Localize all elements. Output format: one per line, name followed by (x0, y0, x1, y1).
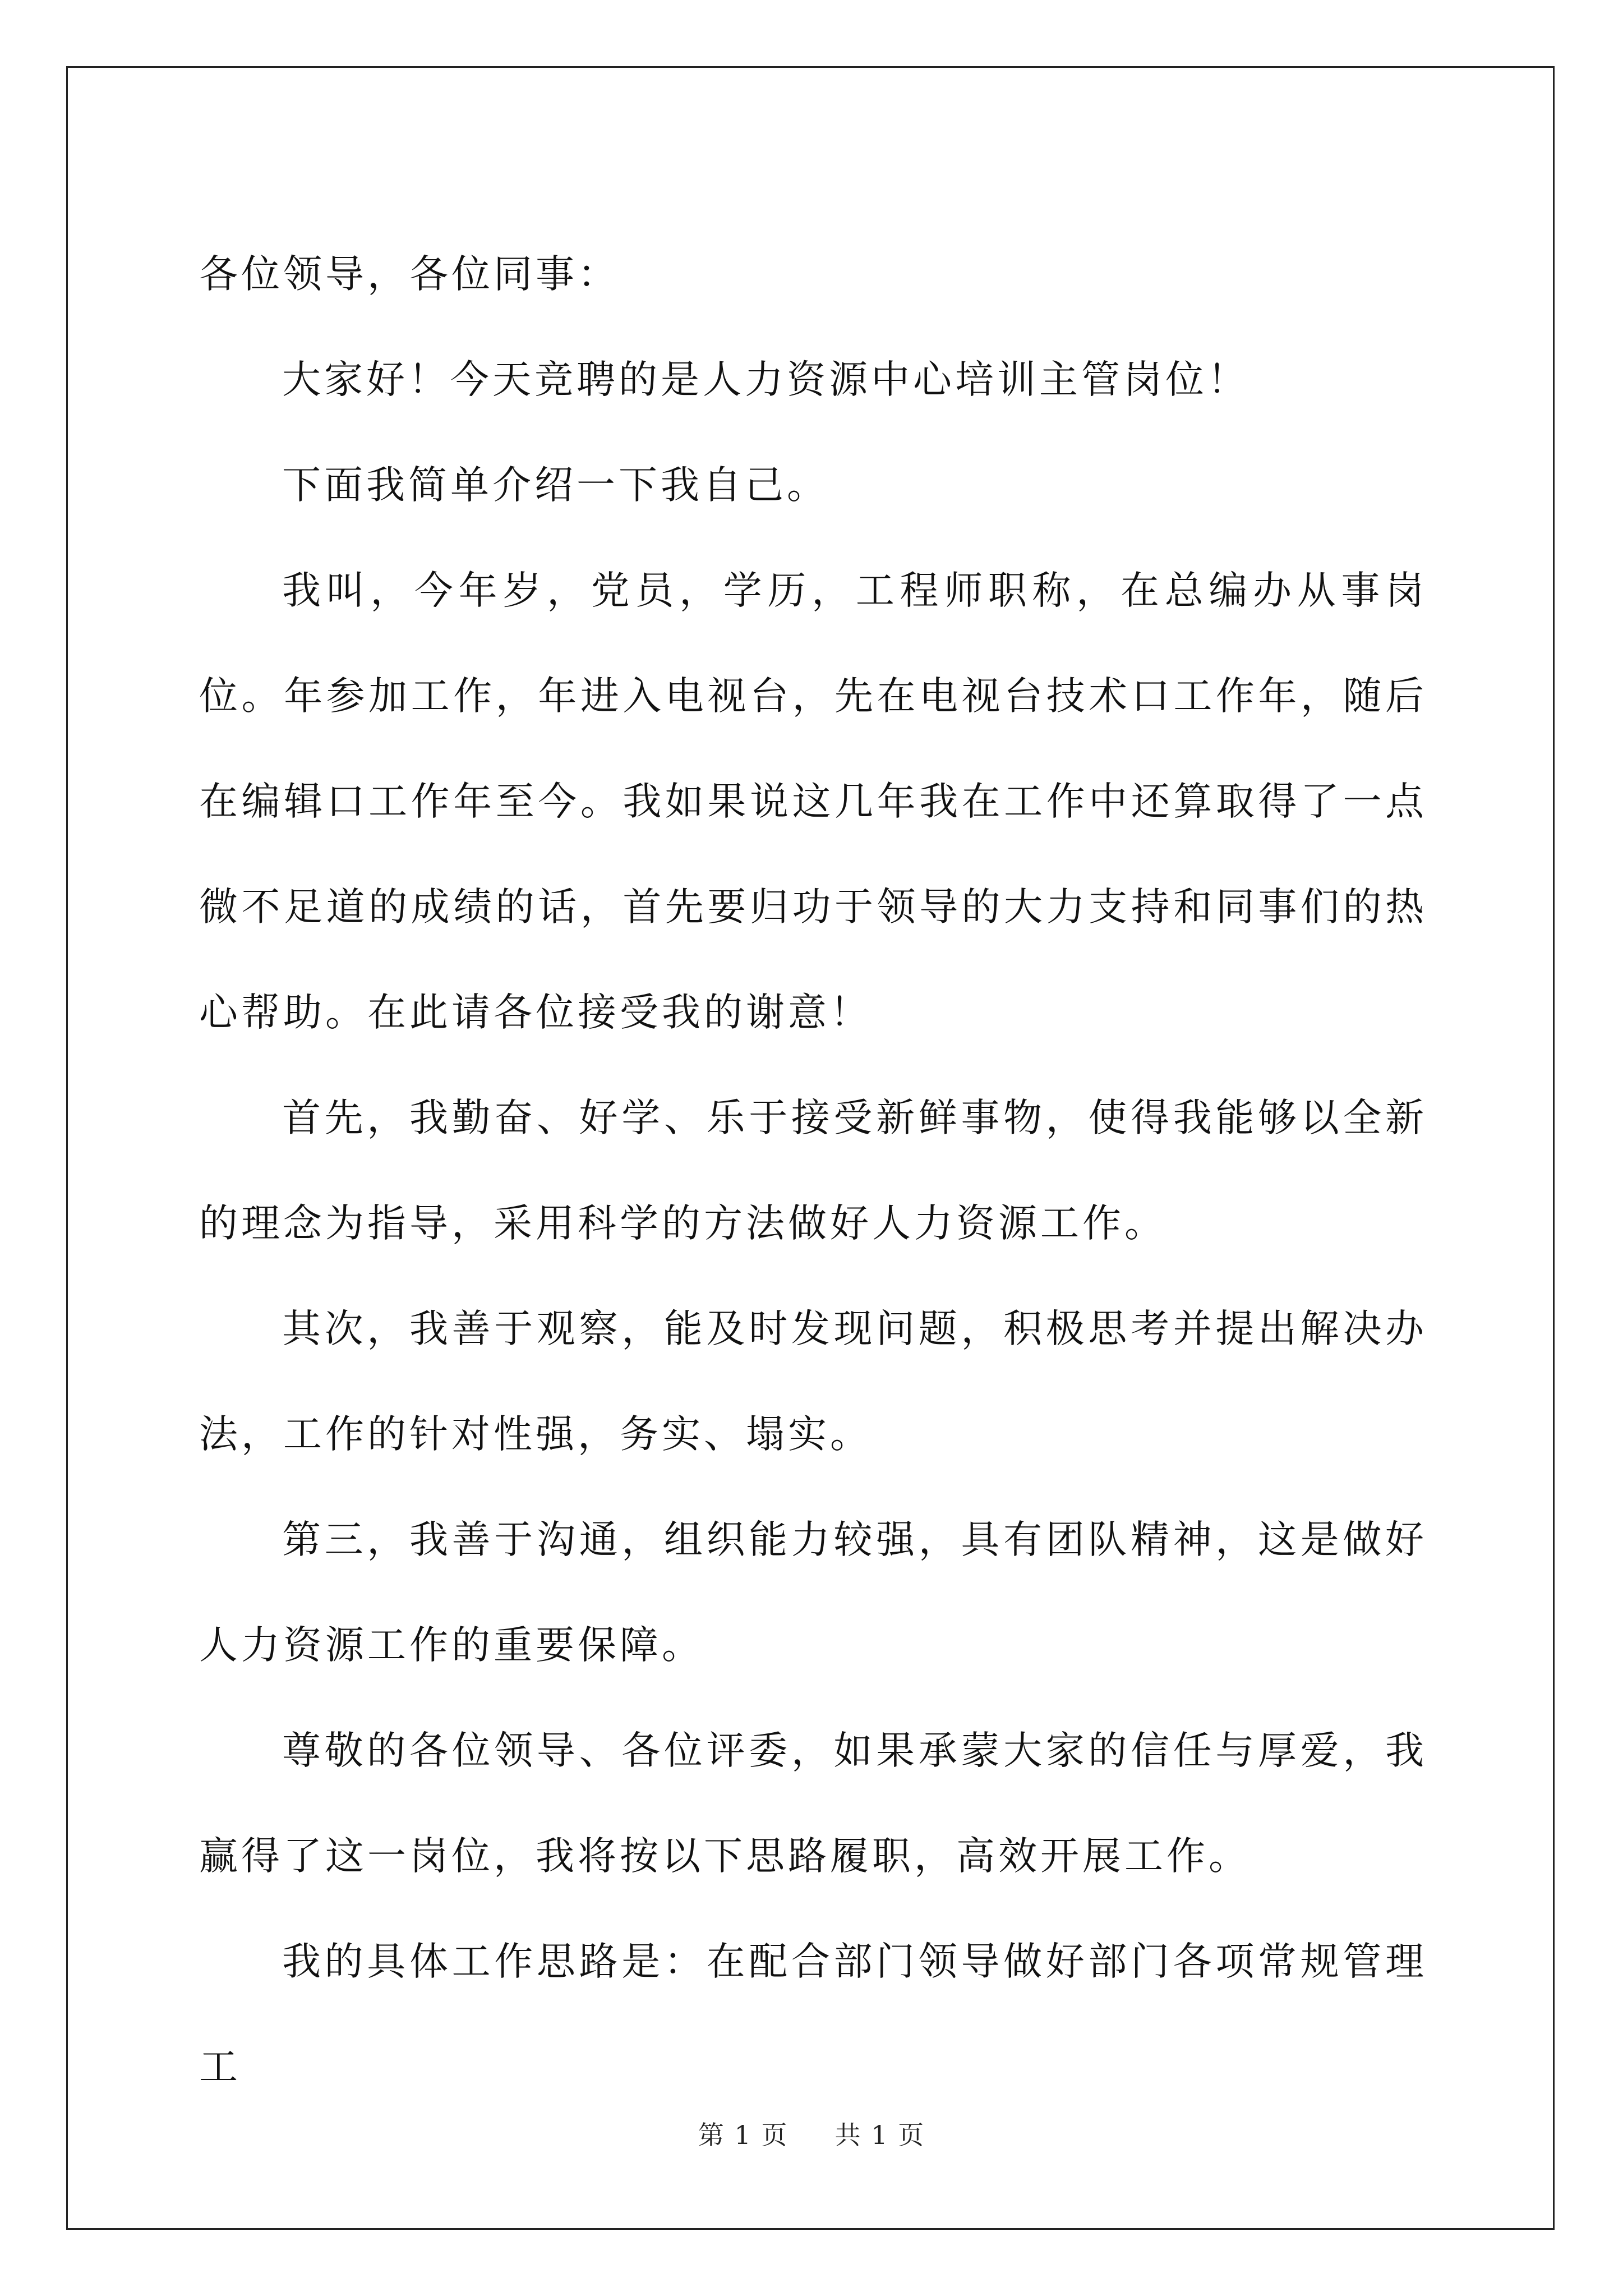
paragraph-intro: 下面我简单介绍一下我自己。 (282, 463, 829, 508)
paragraph-strength-third: 第三，我善于沟通，组织能力较强，具有团队精神，这是做好人力资源工作的重要保障。 (199, 1517, 1427, 1668)
page-number: 第 1 页 (698, 2120, 789, 2150)
paragraph-strength-first: 首先，我勤奋、好学、乐于接受新鲜事物，使得我能够以全新的理念为指导，采用科学的方法做好人力资源工作。 (199, 1096, 1427, 1246)
paragraph-strength-second: 其次，我善于观察，能及时发现问题，积极思考并提出解决办法，工作的针对性强，务实、塌实。 (199, 1306, 1427, 1457)
paragraph-greeting: 大家好！今天竞聘的是人力资源中心培训主管岗位！ (282, 357, 1249, 402)
paragraph-work-plan: 我的具体工作思路是：在配合部门领导做好部门各项常规管理工 (199, 1939, 1427, 2090)
paragraph-commitment: 尊敬的各位领导、各位评委，如果承蒙大家的信任与厚爱，我赢得了这一岗位，我将按以下思路履职，高效开展工作。 (199, 1728, 1427, 1879)
paragraph-background: 我叫，今年岁，党员，学历，工程师职称，在总编办从事岗位。年参加工作，年进入电视台，先在电视台技术口工作年，随后在编辑口工作年至今。我如果说这几年我在工作中还算取得了一点微不足道的成绩的话，首先要归功于领导的大力支持和同事们的热心帮助。在此请各位接受我的谢意！ (199, 568, 1427, 1035)
document-body (199, 222, 1427, 2120)
page-footer (0, 2115, 1623, 2152)
salutation: 各位领导，各位同事： (199, 252, 620, 297)
page-total: 共 1 页 (834, 2120, 925, 2150)
